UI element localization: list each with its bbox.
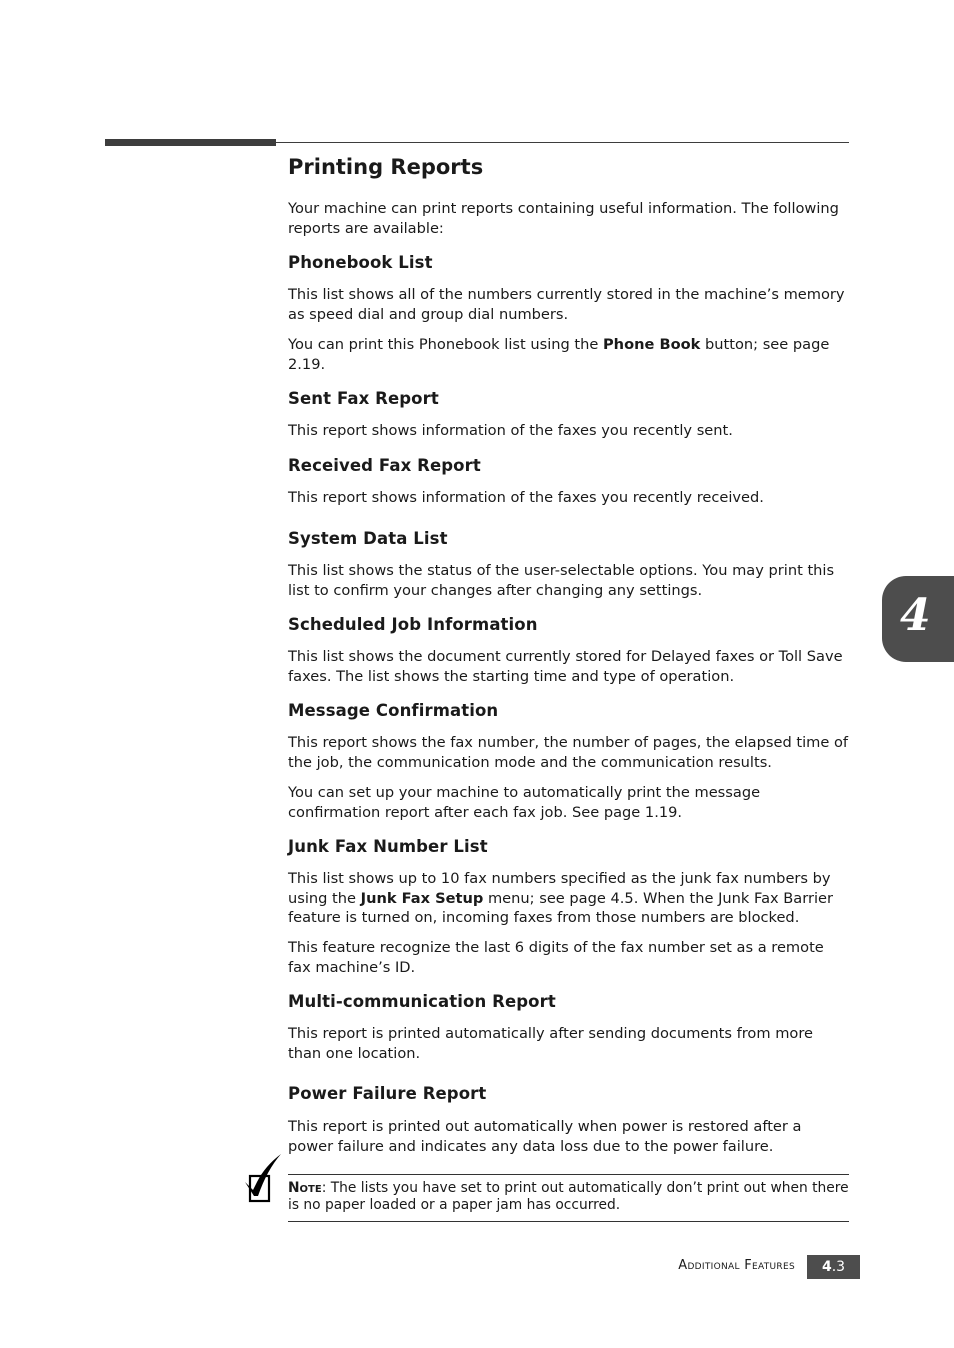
heading-received-fax-report: Received Fax Report [288,456,481,475]
heading-multi-communication-report: Multi-communication Report [288,992,556,1011]
intro-paragraph: Your machine can print reports containing useful information. The following reports are available: [288,200,839,237]
scheduled-paragraph: This list shows the document currently stored for Delayed faxes or Toll Save faxes. The list shows the starting time and type of operation. [288,648,843,685]
note-rule-bottom [288,1221,849,1222]
heading-system-data-list: System Data List [288,529,448,548]
note-rule-top [288,1174,849,1175]
message-paragraph-2: You can set up your machine to automatically print the message confirmation report after each fax job. See page 1.19. [288,784,761,821]
footer-section-title: Additional Features [678,1258,795,1273]
multi-paragraph: This report is printed automatically after sending documents from more than one location. [288,1025,814,1062]
footer-page-number: 4.3 [807,1255,860,1279]
phonebook-paragraph-2: You can print this Phonebook list using the Phone Book button; see page 2.19. [288,336,830,373]
heading-phonebook-list: Phonebook List [288,253,433,272]
page-title: Printing Reports [288,155,484,179]
junk-paragraph-2: This feature recognize the last 6 digits of the fax number set as a remote fax machine’s ID. [288,939,824,976]
phone-book-button-name: Phone Book [602,336,701,353]
note-box [288,1180,849,1213]
header-rule-thick [105,139,276,146]
chapter-tab-number: 4 [900,590,931,641]
phonebook-paragraph-1: This list shows all of the numbers currently stored in the machine’s memory as speed dial and group dial numbers. [288,286,845,323]
message-paragraph-1: This report shows the fax number, the number of pages, the elapsed time of the job, the communication mode and the communication results. [288,734,849,771]
heading-junk-fax-number-list: Junk Fax Number List [288,837,488,856]
heading-scheduled-job-information: Scheduled Job Information [288,615,538,634]
junk-paragraph-1: This list shows up to 10 fax numbers specified as the junk fax numbers by using the Junk Fax Setup menu; see page 4.5. When the Junk Fax Barrier feature is turned on, incoming faxes from those numbers are blocked. [288,870,834,926]
power-paragraph: This report is printed out automatically when power is restored after a power failure and indicates any data loss due to the power failure. [288,1118,802,1155]
heading-sent-fax-report: Sent Fax Report [288,389,439,408]
junk-fax-setup-menu-name: Junk Fax Setup [360,889,484,907]
received-paragraph: This report shows information of the faxes you recently received. [288,489,764,506]
note-text: : The lists you have set to print out automatically don’t print out when there is no paper loaded or a paper jam has occurred. [288,1180,849,1213]
header-rule-thin [276,142,849,143]
system-paragraph: This list shows the status of the user-selectable options. You may print this list to confirm your changes after changing any settings. [288,562,835,599]
sent-paragraph: This report shows information of the faxes you recently sent. [288,422,733,439]
checkmark-icon [243,1152,283,1204]
heading-power-failure-report: Power Failure Report [288,1084,487,1103]
note-label: Note [288,1180,322,1196]
heading-message-confirmation: Message Confirmation [288,701,499,720]
main-content [288,152,849,1155]
